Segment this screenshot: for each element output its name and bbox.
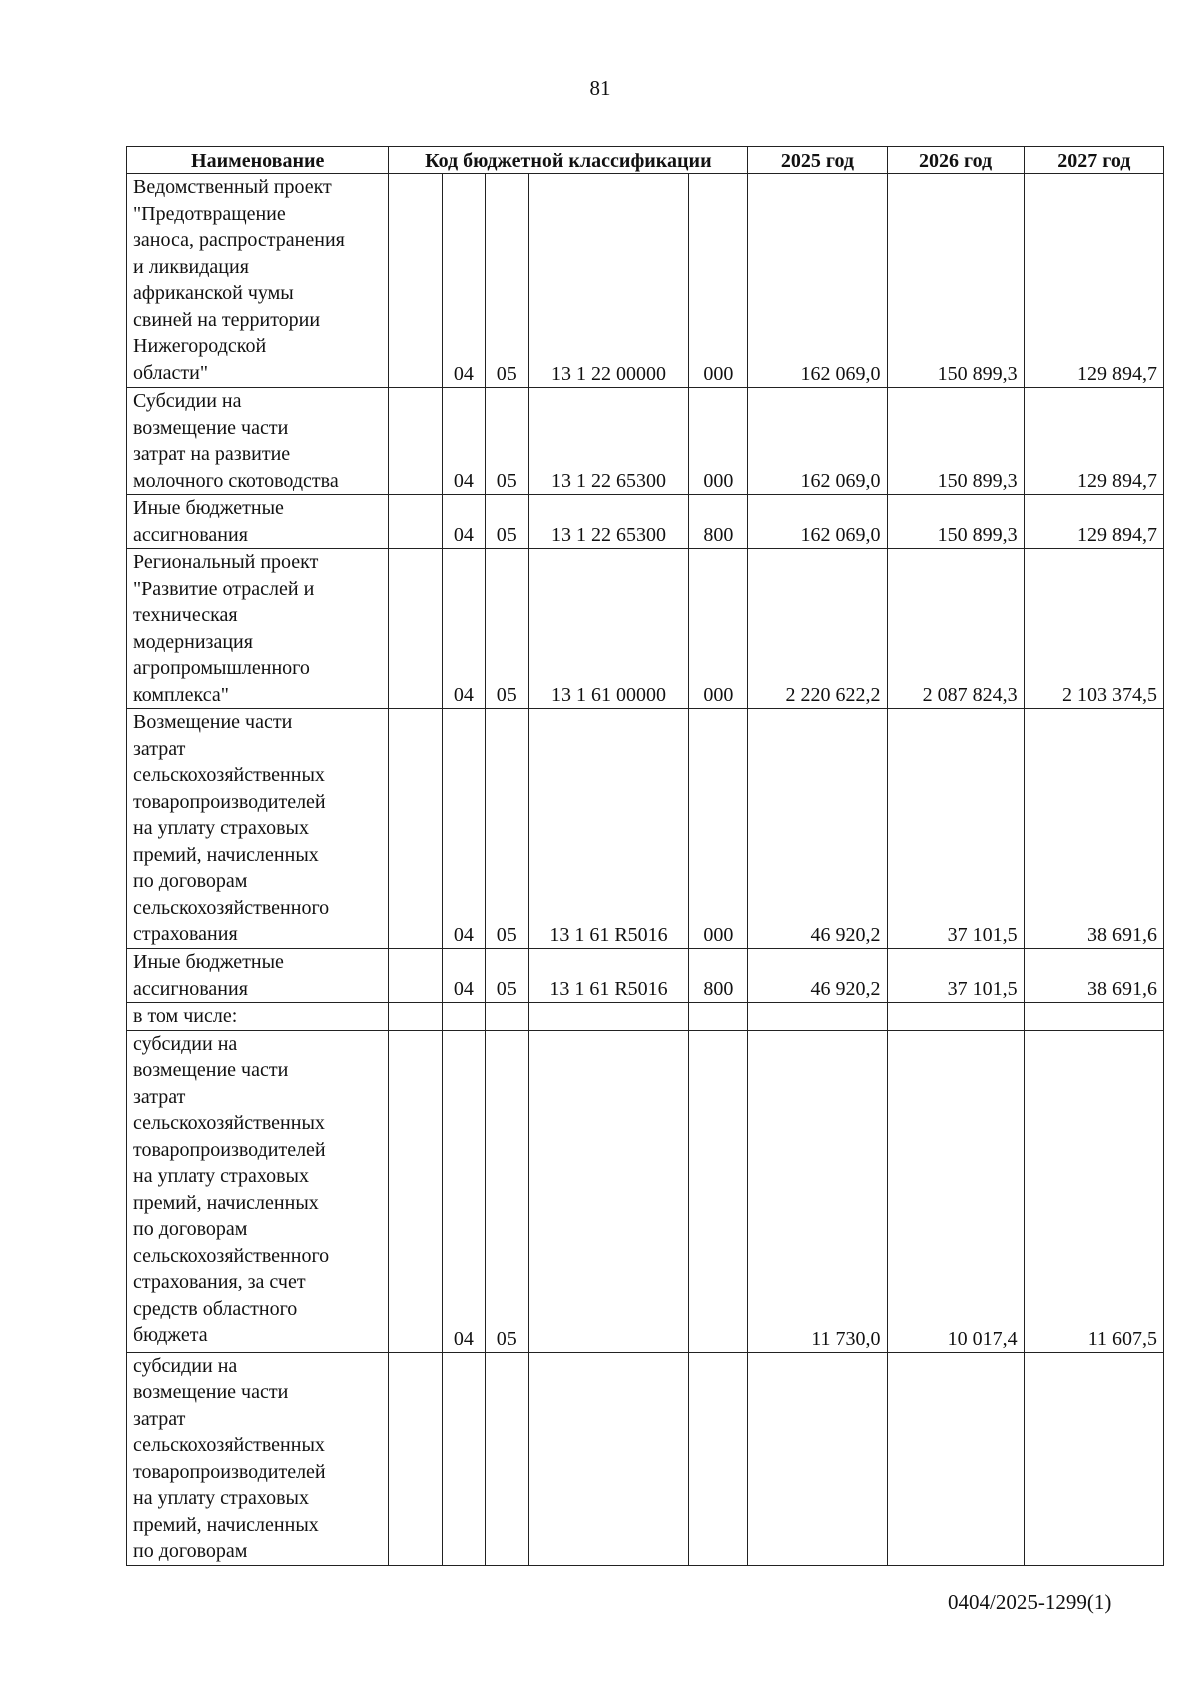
code-subsection	[485, 1003, 528, 1031]
value-2025: 162 069,0	[748, 388, 887, 495]
row-name: субсидии на возмещение части затрат сельскохозяйственных товаропроизводителей на уплату страховых премий, начисленных по договорам сельскохозяйственного страхования, за счет средств областного бюджета	[127, 1030, 389, 1352]
value-2027: 129 894,7	[1024, 174, 1163, 388]
value-2026: 37 101,5	[887, 949, 1024, 1003]
code-subsection: 05	[485, 1030, 528, 1352]
code-part-1	[389, 1003, 443, 1031]
code-part-1	[389, 495, 443, 549]
value-2027: 2 103 374,5	[1024, 549, 1163, 709]
value-2027: 38 691,6	[1024, 709, 1163, 949]
code-part-1	[389, 1352, 443, 1565]
value-2026: 37 101,5	[887, 709, 1024, 949]
value-2026: 150 899,3	[887, 174, 1024, 388]
value-2025: 11 730,0	[748, 1030, 887, 1352]
budget-table	[126, 146, 1164, 1566]
value-2025	[748, 1352, 887, 1565]
code-part-1	[389, 388, 443, 495]
code-part-1	[389, 709, 443, 949]
table-row	[127, 949, 1164, 1003]
header-2026: 2026 год	[887, 147, 1024, 174]
code-section: 04	[442, 174, 485, 388]
value-2027: 11 607,5	[1024, 1030, 1163, 1352]
code-target-article: 13 1 22 65300	[528, 388, 689, 495]
code-section	[442, 1352, 485, 1565]
row-name: Иные бюджетные ассигнования	[127, 949, 389, 1003]
code-target-article: 13 1 61 00000	[528, 549, 689, 709]
value-2027: 129 894,7	[1024, 388, 1163, 495]
value-2025: 2 220 622,2	[748, 549, 887, 709]
value-2026: 10 017,4	[887, 1030, 1024, 1352]
row-name: Иные бюджетные ассигнования	[127, 495, 389, 549]
value-2026	[887, 1352, 1024, 1565]
value-2026: 150 899,3	[887, 495, 1024, 549]
header-code: Код бюджетной классификации	[389, 147, 748, 174]
code-part-1	[389, 1030, 443, 1352]
code-subsection: 05	[485, 174, 528, 388]
code-section: 04	[442, 495, 485, 549]
table-header-row	[127, 147, 1164, 174]
value-2025: 46 920,2	[748, 709, 887, 949]
code-section: 04	[442, 949, 485, 1003]
row-name: Региональный проект "Развитие отраслей и техническая модернизация агропромышленного комплекса"	[127, 549, 389, 709]
row-name: в том числе:	[127, 1003, 389, 1031]
code-target-article: 13 1 22 65300	[528, 495, 689, 549]
code-section	[442, 1003, 485, 1031]
code-expense-type	[689, 1003, 748, 1031]
value-2025: 46 920,2	[748, 949, 887, 1003]
code-target-article: 13 1 61 R5016	[528, 949, 689, 1003]
row-name: Возмещение части затрат сельскохозяйственных товаропроизводителей на уплату страховых премий, начисленных по договорам сельскохозяйственного страхования	[127, 709, 389, 949]
code-subsection: 05	[485, 709, 528, 949]
code-subsection: 05	[485, 388, 528, 495]
code-section: 04	[442, 549, 485, 709]
code-expense-type: 000	[689, 388, 748, 495]
code-expense-type: 000	[689, 549, 748, 709]
code-subsection	[485, 1352, 528, 1565]
code-target-article: 13 1 22 00000	[528, 174, 689, 388]
value-2026: 150 899,3	[887, 388, 1024, 495]
code-expense-type: 000	[689, 709, 748, 949]
table-row	[127, 495, 1164, 549]
value-2027	[1024, 1352, 1163, 1565]
code-target-article	[528, 1030, 689, 1352]
code-expense-type: 000	[689, 174, 748, 388]
header-2025: 2025 год	[748, 147, 887, 174]
code-subsection: 05	[485, 495, 528, 549]
code-target-article	[528, 1352, 689, 1565]
header-name: Наименование	[127, 147, 389, 174]
row-name: Ведомственный проект "Предотвращение заноса, распространения и ликвидация африканской чумы свиней на территории Нижегородской области"	[127, 174, 389, 388]
code-part-1	[389, 549, 443, 709]
code-section: 04	[442, 709, 485, 949]
value-2027: 129 894,7	[1024, 495, 1163, 549]
table-row	[127, 709, 1164, 949]
table-row	[127, 388, 1164, 495]
code-subsection: 05	[485, 949, 528, 1003]
row-name: субсидии на возмещение части затрат сельскохозяйственных товаропроизводителей на уплату страховых премий, начисленных по договорам	[127, 1352, 389, 1565]
page-number: 81	[589, 76, 611, 100]
value-2025: 162 069,0	[748, 174, 887, 388]
row-name: Субсидии на возмещение части затрат на развитие молочного скотоводства	[127, 388, 389, 495]
code-section: 04	[442, 1030, 485, 1352]
code-section: 04	[442, 388, 485, 495]
document-code: 0404/2025-1299(1)	[948, 1590, 1112, 1614]
code-expense-type	[689, 1352, 748, 1565]
code-part-1	[389, 949, 443, 1003]
table-row	[127, 549, 1164, 709]
value-2026: 2 087 824,3	[887, 549, 1024, 709]
value-2026	[887, 1003, 1024, 1031]
code-expense-type	[689, 1030, 748, 1352]
table-row	[127, 174, 1164, 388]
table-row	[127, 1003, 1164, 1031]
code-expense-type: 800	[689, 949, 748, 1003]
table-row	[127, 1030, 1164, 1352]
value-2025	[748, 1003, 887, 1031]
table-row	[127, 1352, 1164, 1565]
code-target-article: 13 1 61 R5016	[528, 709, 689, 949]
value-2025: 162 069,0	[748, 495, 887, 549]
code-part-1	[389, 174, 443, 388]
code-subsection: 05	[485, 549, 528, 709]
value-2027: 38 691,6	[1024, 949, 1163, 1003]
code-target-article	[528, 1003, 689, 1031]
value-2027	[1024, 1003, 1163, 1031]
header-2027: 2027 год	[1024, 147, 1163, 174]
code-expense-type: 800	[689, 495, 748, 549]
